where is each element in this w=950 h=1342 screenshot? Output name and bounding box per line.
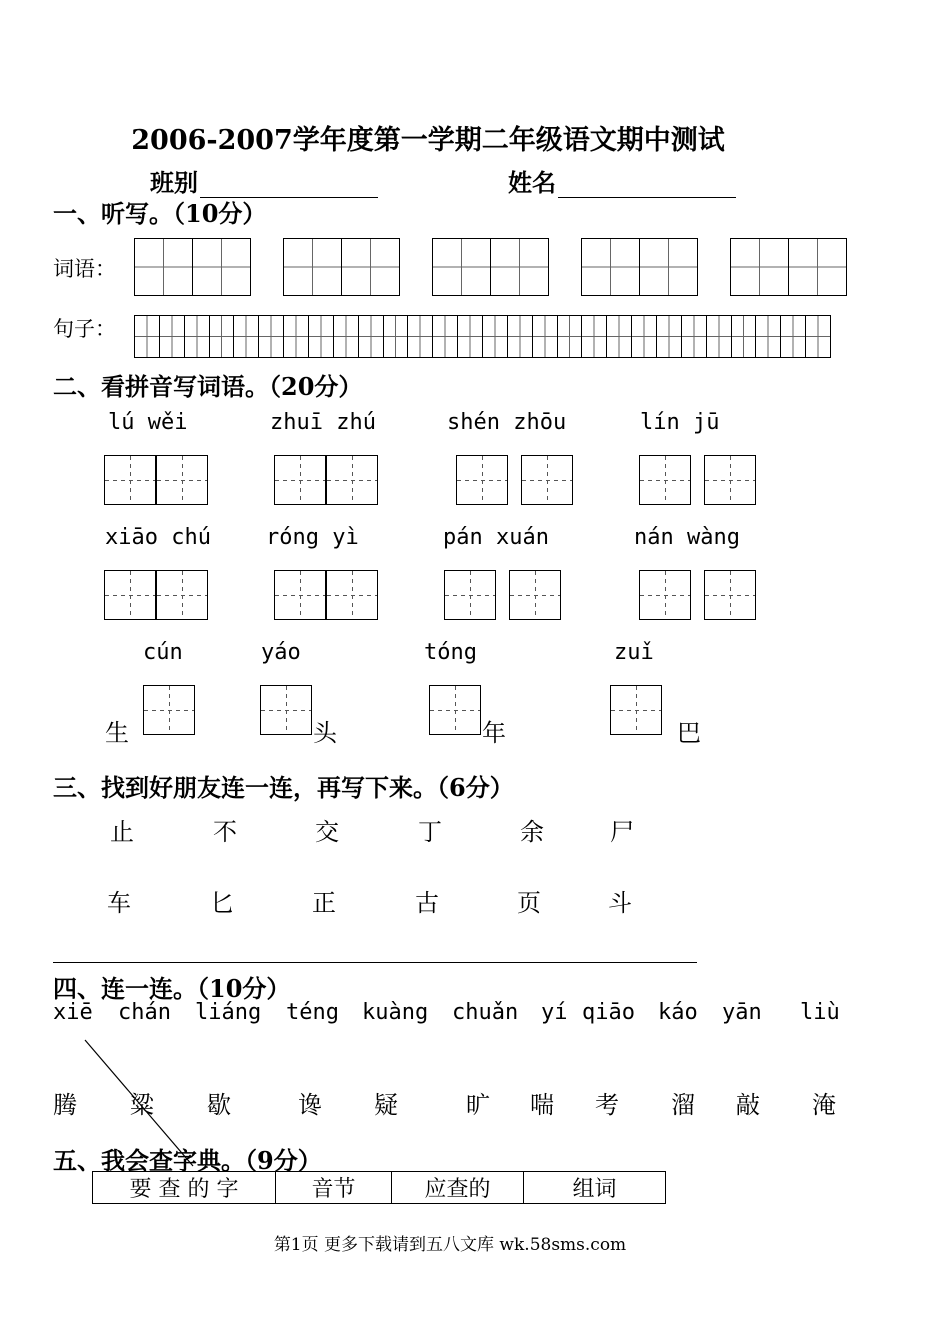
section-2-title: 二、看拼音写词语。（20分）	[53, 372, 363, 401]
connect-char-item[interactable]: 溜	[671, 1091, 695, 1119]
header-char-to-look-up: 要 查 的 字	[93, 1172, 276, 1204]
pinyin-shen-zhou: shén zhōu	[447, 410, 567, 435]
pinyin-yao: yáo	[261, 640, 301, 665]
table-header-row	[93, 1172, 666, 1204]
connect-char-item[interactable]: 敲	[736, 1091, 760, 1119]
connect-pinyin-item[interactable]: liáng	[195, 1000, 262, 1025]
header-syllable: 音节	[276, 1172, 392, 1204]
connect-char-item[interactable]: 考	[595, 1091, 619, 1119]
match-char[interactable]: 止	[110, 818, 134, 846]
section-3-title: 三、找到好朋友连一连，再写下来。（6分）	[53, 773, 514, 802]
connect-pinyin-item[interactable]: chuǎn	[452, 1000, 519, 1025]
connect-pinyin-item[interactable]: káo	[658, 1000, 698, 1025]
header-lookup: 应查的	[392, 1172, 524, 1204]
page-footer: 第1页 更多下载请到五八文库 wk.58sms.com	[273, 1235, 627, 1255]
pinyin-cun: cún	[143, 640, 183, 665]
pinyin-lu-wei: lú wěi	[108, 410, 188, 435]
match-char[interactable]: 余	[520, 818, 544, 846]
class-label: 班别	[150, 168, 198, 197]
connect-pinyin-item[interactable]: xiē	[53, 1000, 93, 1025]
match-char[interactable]: 正	[312, 889, 336, 917]
pinyin-zhui-zhu: zhuī zhú	[270, 410, 376, 435]
match-char[interactable]: 丁	[418, 818, 442, 846]
connect-pinyin-item[interactable]: yān	[722, 1000, 762, 1025]
pinyin-tong: tóng	[424, 640, 477, 665]
match-char[interactable]: 不	[213, 818, 237, 846]
connect-char-item[interactable]: 喘	[530, 1091, 554, 1119]
match-char[interactable]: 尸	[610, 818, 634, 846]
pinyin-zui: zuǐ	[614, 640, 654, 665]
header-word: 组词	[524, 1172, 666, 1204]
pinyin-xiao-chu: xiāo chú	[105, 525, 211, 550]
char-ba: 巴	[677, 719, 701, 747]
connect-pinyin-item[interactable]: qiāo	[582, 1000, 635, 1025]
words-label: 词语：	[53, 257, 116, 281]
connect-char-item[interactable]: 腾	[53, 1091, 77, 1119]
connect-char-item[interactable]: 淹	[812, 1091, 836, 1119]
pinyin-nan-wang: nán wàng	[634, 525, 740, 550]
connect-pinyin-item[interactable]: kuàng	[362, 1000, 429, 1025]
connect-char-item[interactable]: 歇	[207, 1091, 231, 1119]
section-4-title: 四、连一连。（10分）	[53, 974, 291, 1003]
sentence-label: 句子：	[53, 317, 116, 341]
char-nian: 年	[482, 719, 506, 747]
match-char[interactable]: 斗	[608, 889, 632, 917]
connect-pinyin-item[interactable]: yí	[541, 1000, 568, 1025]
name-label: 姓名	[508, 168, 556, 197]
pinyin-lin-ju: lín jū	[640, 410, 720, 435]
page-title: 2006-2007学年度第一学期二年级语文期中测试	[131, 125, 725, 156]
section-5-title: 五、我会查字典。（9分）	[53, 1146, 322, 1175]
char-tou: 头	[313, 719, 337, 747]
match-char[interactable]: 车	[107, 889, 131, 917]
match-char[interactable]: 古	[415, 889, 439, 917]
connect-pinyin-item[interactable]: chán	[118, 1000, 171, 1025]
match-char[interactable]: 交	[315, 818, 339, 846]
connect-char-item[interactable]: 疑	[374, 1091, 398, 1119]
connect-pinyin-item[interactable]: liù	[800, 1000, 840, 1025]
section-1-title: 一、听写。（10分）	[53, 199, 267, 228]
match-char[interactable]: 页	[517, 889, 541, 917]
pinyin-rong-yi: róng yì	[266, 525, 359, 550]
match-char[interactable]: 匕	[210, 889, 234, 917]
connect-char-item[interactable]: 粱	[130, 1091, 154, 1119]
connect-pinyin-item[interactable]: téng	[286, 1000, 339, 1025]
connect-char-item[interactable]: 旷	[466, 1091, 490, 1119]
pinyin-pan-xuan: pán xuán	[443, 525, 549, 550]
connect-char-item[interactable]: 谗	[298, 1091, 322, 1119]
char-sheng: 生	[105, 719, 129, 747]
dictionary-table	[92, 1171, 666, 1204]
